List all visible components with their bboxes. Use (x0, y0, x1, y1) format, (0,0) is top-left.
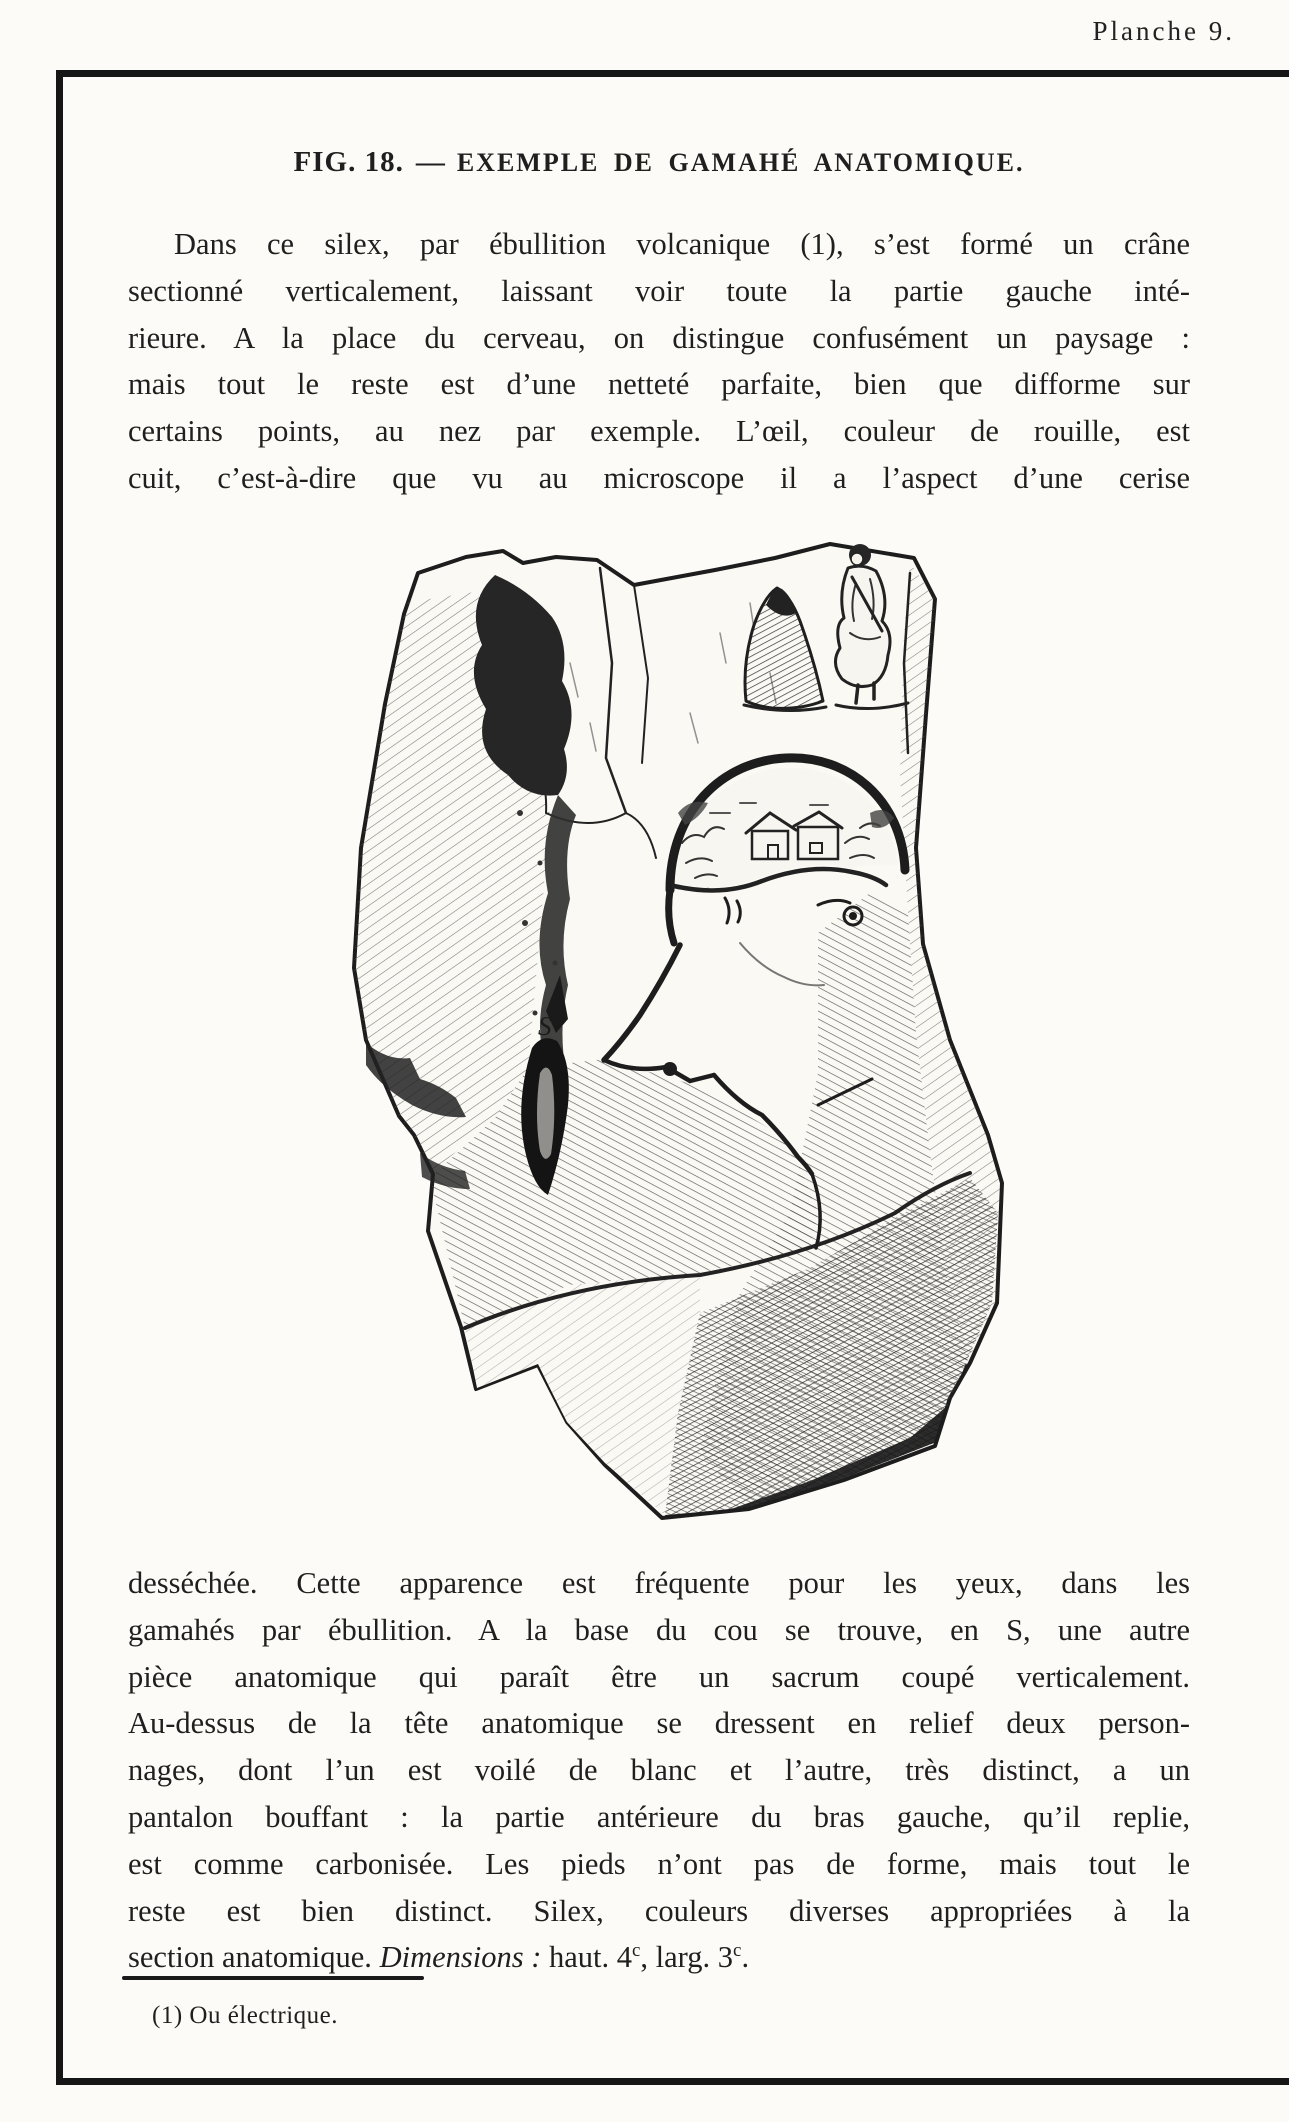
text-line: rieure. A la place du cerveau, on distingue confusément un paysage : (128, 320, 1190, 355)
gamahe-flint-engraving (270, 513, 1010, 1523)
dimensions-pre: section anatomique. (128, 1940, 380, 1975)
s-marker-label: S (538, 1011, 552, 1041)
text-line: cuit, c’est-à-dire que vu au microscope il a l’aspect d’une cerise (128, 460, 1190, 495)
height-unit-superscript: c (632, 1940, 641, 1962)
text-line: pantalon bouffant : la partie antérieure du bras gauche, qu’il replie, (128, 1799, 1190, 1834)
text-line: pièce anatomique qui paraît être un sacrum coupé verticalement. (128, 1659, 1190, 1694)
dimensions-end: . (741, 1940, 750, 1975)
text-line: desséchée. Cette apparence est fréquente pour les yeux, dans les (128, 1566, 1190, 1600)
text-line: gamahés par ébullition. A la base du cou se trouve, en S, une autre (128, 1612, 1190, 1647)
text-line: mais tout le reste est d’une netteté parfaite, bien que difforme sur (128, 367, 1190, 402)
paragraph-1 (128, 221, 1190, 502)
figure-caption (128, 146, 1190, 179)
dimensions-label: Dimensions : (379, 1940, 542, 1975)
dimensions-mid2: , larg. 3 (640, 1940, 734, 1975)
plate-label: Planche 9. (1092, 16, 1235, 46)
text-line: nages, dont l’un est voilé de blanc et l’autre, très distinct, a un (128, 1753, 1190, 1788)
text-line: sectionné verticalement, laissant voir toute la partie gauche inté- (128, 273, 1190, 308)
caption-dash: — (415, 146, 445, 178)
text-line (128, 1934, 1190, 1981)
text-line: Dans ce silex, par ébullition volcanique (1), s’est formé un crâne (174, 227, 1190, 261)
nose-accent (663, 1062, 677, 1076)
footnote-text: (1) Ou électrique. (152, 2002, 339, 2029)
text-line: reste est bien distinct. Silex, couleurs diverses appropriées à la (128, 1893, 1190, 1928)
caption-fig-number: FIG. 18. (293, 146, 404, 178)
caption-title: EXEMPLE DE GAMAHÉ ANATOMIQUE. (456, 148, 1025, 177)
dimensions-mid: haut. 4 (541, 1940, 633, 1975)
width-unit-superscript: c (733, 1940, 742, 1962)
footnote-separator (122, 1976, 424, 1980)
text-line: Au-dessus de la tête anatomique se dressent en relief deux person- (128, 1706, 1190, 1741)
text-line: certains points, au nez par exemple. L’œil, couleur de rouille, est (128, 414, 1190, 449)
paragraph-2 (128, 1560, 1190, 1981)
text-line: est comme carbonisée. Les pieds n’ont pas de forme, mais tout le (128, 1846, 1190, 1881)
